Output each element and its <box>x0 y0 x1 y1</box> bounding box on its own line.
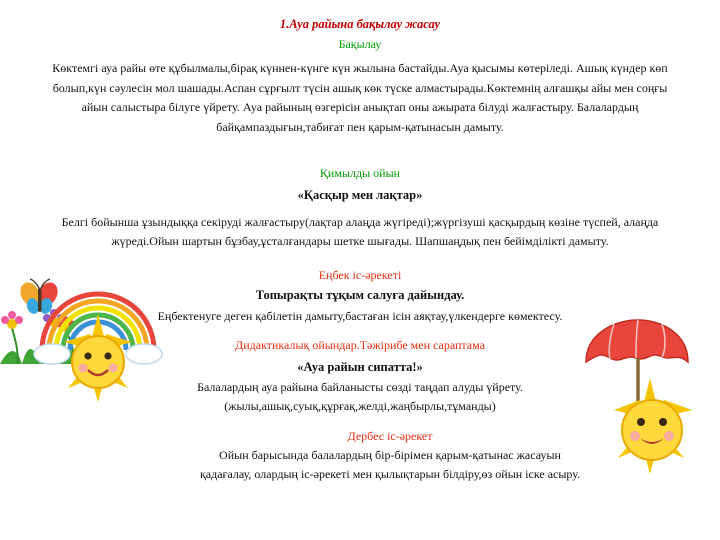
section-heading-independent-activity: Дербес іс-әрекет <box>347 428 433 443</box>
spacer <box>24 252 696 262</box>
section-heading-movement-game: Қимылды ойын <box>319 166 401 181</box>
didactic-game-title: «Ауа райын сипатта!» <box>297 359 423 374</box>
page-title: 1.Ауа райына бақылау жасау <box>279 17 441 31</box>
spacer <box>24 138 696 160</box>
section-heading-didactic-games: Дидактикалық ойындар.Тәжірибе мен сараптама <box>235 337 485 352</box>
movement-game-title: «Қасқыр мен лақтар» <box>297 188 423 203</box>
observation-paragraph: Көктемгі ауа райы өте құбылмалы,бірақ күннен-күнге күн жылына бастайды.Ауа қысымы көтеріледі. Ашық күндер көп болып,күн сәулесін мол шашады.Аспан сұрғылт түсін ашық көк түске алмастырады.Көктемнің алғашқы айы мен соңғы айын салыстыра білуге үйрету. Ауа райының өзгерісін анықтап оны ажырата білуді жалғастыру. Балалардың байқампаздығын,табиғат пен қарым-қатынасын дамыту. <box>52 60 668 135</box>
labor-activity-subtitle: Топырақты тұқым салуға дайындау. <box>255 288 465 303</box>
section-heading-labor-activity: Еңбек іс-әрекеті <box>318 268 402 283</box>
didactic-game-body-line-1: Балалардың ауа райына байланысты сөзді таңдап алуды үйрету. <box>197 380 523 395</box>
didactic-game-body-line-2: (жылы,ашық,суық,құрғақ,желді,жаңбырлы,тұманды) <box>224 399 496 414</box>
spacer <box>24 417 696 423</box>
labor-activity-body: Еңбектенуге деген қабілетін дамыту,бастаған ісін аяқтау,үлкендерге көмектесу. <box>157 308 563 323</box>
independent-activity-body-line-2: қадағалау, олардың іс-әрекеті мен қылықтарын білдіру,өз ойын іске асыру. <box>199 466 581 481</box>
spacer <box>24 326 696 332</box>
independent-activity-body-line-1: Ойын барысында балалардың бір-бірімен қарым-қатынас жасауын <box>219 447 561 462</box>
movement-game-body: Белгі бойынша ұзындыққа секіруді жалғастыру(лақтар алаңда жүгіреді);жүргізуші қасқырдың көзіне түспей, алаңда жүреді.Ойын шартын бұзбау,ұсталғандары шетке шығады. Шапшаңдық пен бейімділікті дамыту. <box>61 214 659 249</box>
section-heading-observation: Бақылау <box>338 36 382 51</box>
